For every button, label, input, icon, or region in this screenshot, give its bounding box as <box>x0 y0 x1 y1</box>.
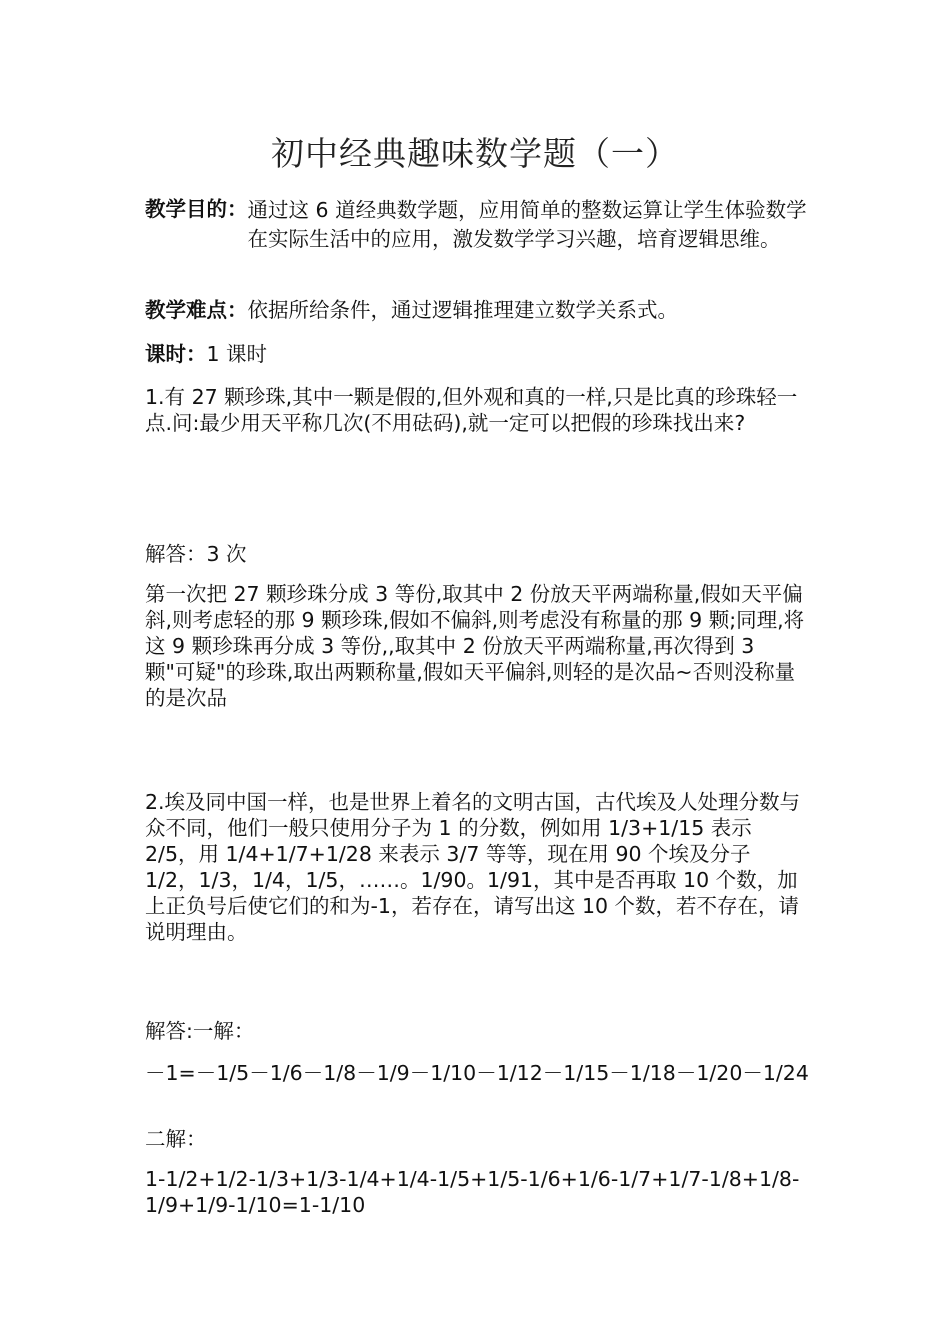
question-2-solution-2: 1-1/2+1/2-1/3+1/3-1/4+1/4-1/5+1/5-1/6+1/6-1/7+1/7-1/8+1/8-1/9+1/9-1/10=1-1/10 <box>145 1167 800 1217</box>
objective-text: 通过这 6 道经典数学题，应用简单的整数运算让学生体验数学在实际生活中的应用，激发数学学习兴趣，培育逻辑思维。 <box>247 198 807 251</box>
objective-label: 教学目的： <box>145 197 248 221</box>
duration-section <box>145 341 810 367</box>
question-2-answer-label: 解答:一解： <box>145 1019 255 1043</box>
difficulty-text: 依据所给条件，通过逻辑推理建立数学关系式。 <box>247 298 678 322</box>
question-2-solution-1: －1=－1/5－1/6－1/8－1/9－1/10－1/12－1/15－1/18－1/20－1/24 <box>145 1061 809 1085</box>
difficulty-label: 教学难点： <box>145 298 248 322</box>
question-1: 1.有 27 颗珍珠,其中一颗是假的,但外观和真的一样,只是比真的珍珠轻一点.问:最少用天平称几次(不用砝码),就一定可以把假的珍珠找出来? <box>145 385 798 435</box>
objective-section <box>145 196 810 254</box>
question-2-solution-2-label: 二解： <box>145 1127 207 1151</box>
duration-text: 1 课时 <box>206 342 268 366</box>
question-1-answer: 解答：3 次 <box>145 542 247 566</box>
question-1-explanation: 第一次把 27 颗珍珠分成 3 等份,取其中 2 份放天平两端称量,假如天平偏斜,则考虑轻的那 9 颗珍珠,假如不偏斜,则考虑没有称量的那 9 颗;同理,将这 9 颗珍珠再分成 3 等份,,取其中 2 份放天平两端称量,再次得到 3 颗"可疑"的珍珠,取出两颗称量,假如天平偏斜,则轻的是次品~否则没称量的是次品 <box>145 582 805 710</box>
page-title: 初中经典趣味数学题（一） <box>271 134 679 173</box>
duration-label: 课时： <box>145 342 207 366</box>
difficulty-section <box>145 297 810 323</box>
question-2: 2.埃及同中国一样，也是世界上着名的文明古国，古代埃及人处理分数与众不同，他们一般只使用分子为 1 的分数，例如用 1/3+1/15 表示 2/5，用 1/4+1/7+1/28 来表示 3/7 等等，现在用 90 个埃及分子 1/2，1/3，1/4，1/5，……。1/90。1/91，其中是否再取 10 个数，加上正负号后使它们的和为-1，若存在，请写出这 10 个数，若不存在，请说明理由。 <box>145 790 801 944</box>
